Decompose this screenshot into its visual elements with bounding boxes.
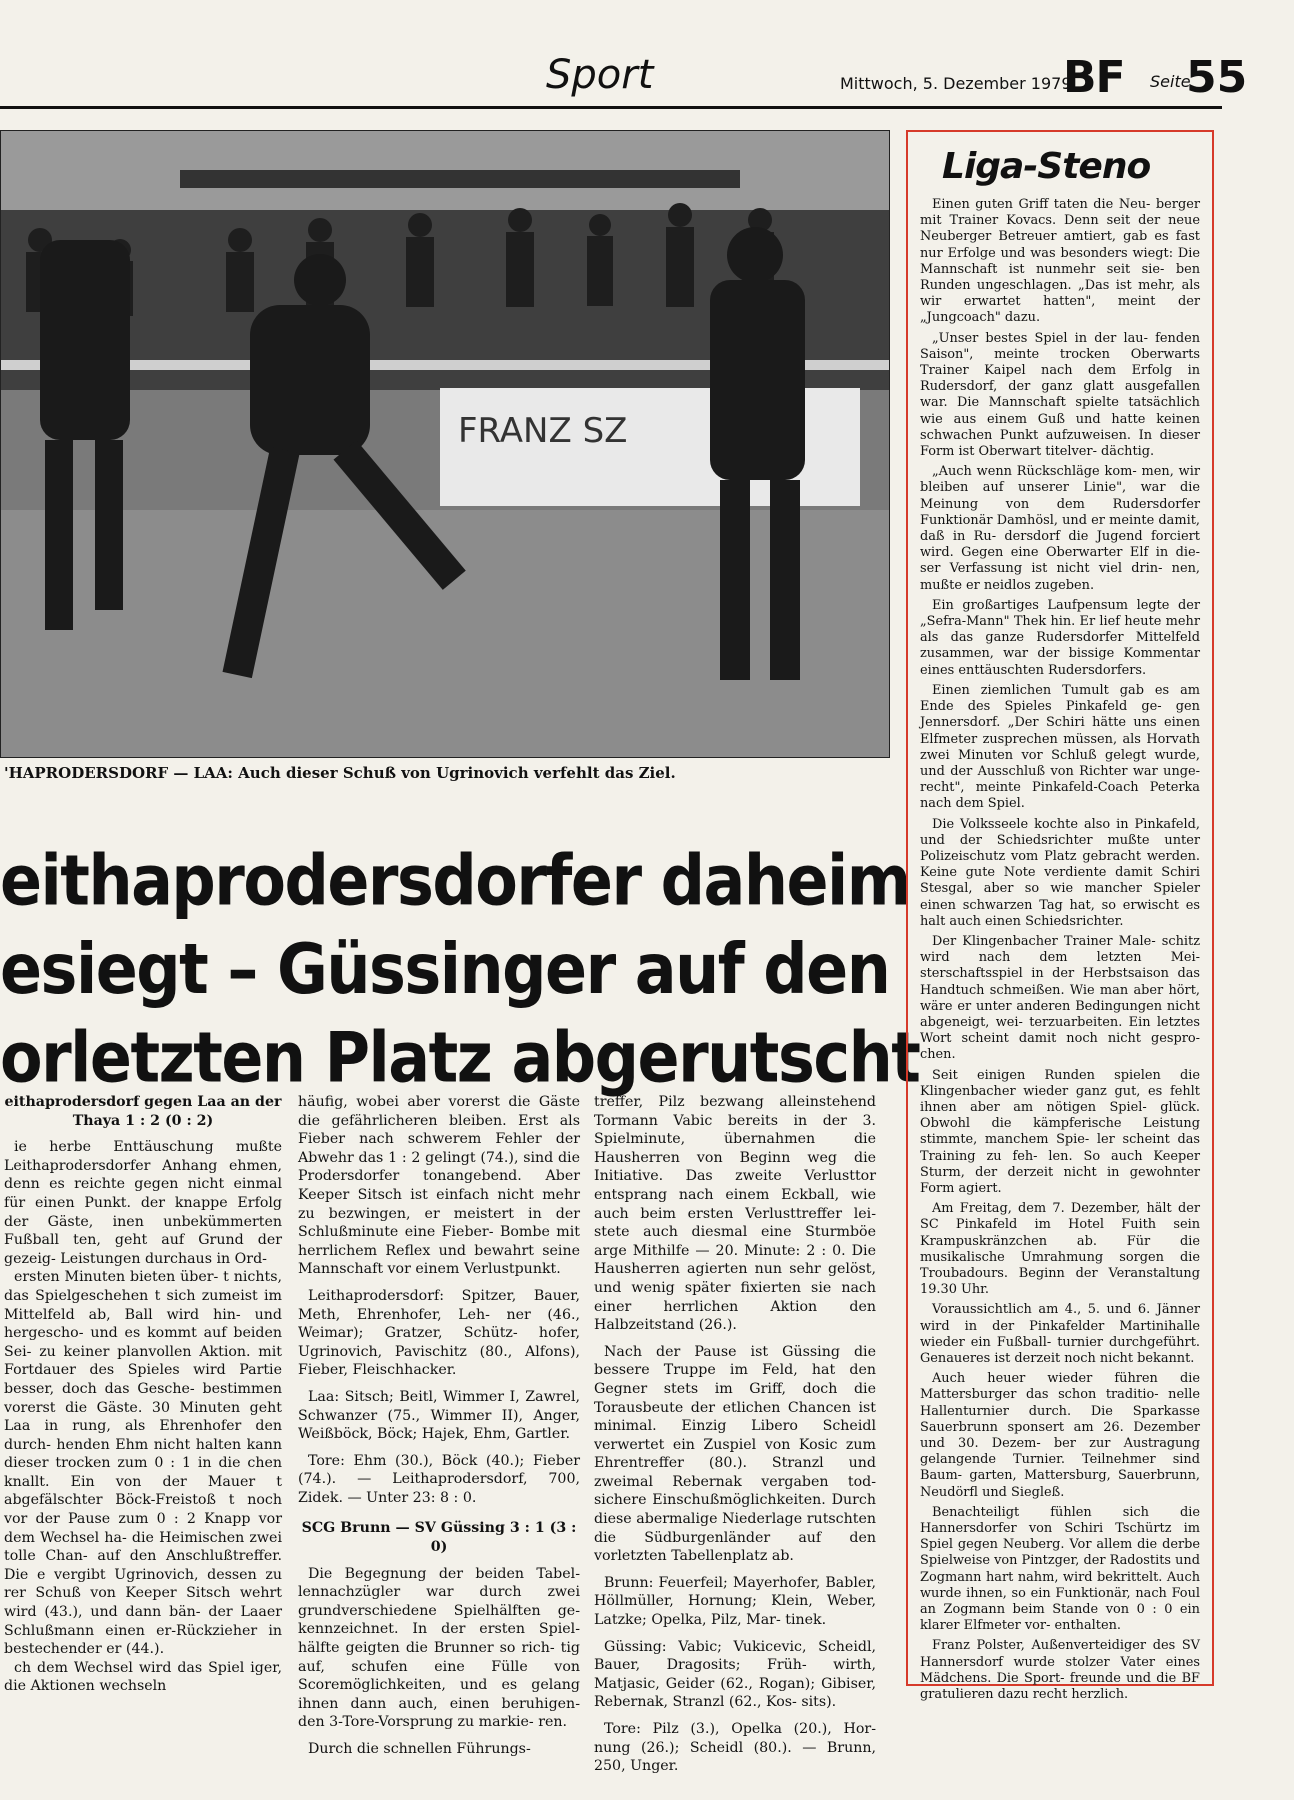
liga-steno-paragraph: „Unser bestes Spiel in der lau- fenden Saison", meinte trocken Oberwarts Trainer Kaipel nach dem Erfolg in Rudersdorf, der ganz glatt ausgefallen war. Die Mannschaft spielte tatsächlich wie aus einem Guß und hatte keinen schwachen Punkt aufzuweisen. In dieser Form ist Oberwart titelver- dächtig. [920,330,1200,460]
issue-date: Mittwoch, 5. Dezember 1979 [840,74,1072,93]
match-heading: eithaprodersdorf gegen Laa an der Thaya 1 : 2 (0 : 2) [4,1094,282,1129]
headline-line: esiegt – Güssinger auf den [0,927,890,1010]
match-photo [0,130,890,758]
liga-steno-paragraph: Am Freitag, dem 7. Dezember, hält der SC Pinkafeld im Hotel Fuith sein Krampuskränzchen ab. Für die musikalische Umrahmung sorgen die Troubadours. Beginn der Veranstaltung 19.30 Uhr. [920,1201,1200,1298]
brand-logo: BF [1063,52,1125,103]
liga-steno-title: Liga-Steno [942,146,1151,187]
goals-paragraph: Tore: Ehm (30.), Böck (40.); Fieber (74.). — Leithaprodersdorf, 700, Zidek. — Unter 23: 8 : 0. [298,1452,580,1506]
photo-caption: 'HAPRODERSDORF — LAA: Auch dieser Schuß von Ugrinovich verfehlt das Ziel. [4,764,676,782]
article-paragraph: ersten Minuten bieten über- t nichts, das Spielgeschehen t sich zumeist im Mittelfeld ab, Ball wird hin- und hergescho- und es kommt auf beiden Sei- zu keiner planvollen Aktion. mit Fortdauer des Spieles wird Partie besser, doch das Gesche- bestimmen vorerst die Gäste. 30 Minuten geht Laa in rung, als Ehrenhofer den durch- henden Ehm nicht halten kann dieser trocken zum 0 : 1 in die chen knallt. Ein von der Mauer t abgefälschter Böck-Freistoß t noch vor der Pause zum 0 : 2 Knapp vor dem Wechsel ha- die Heimischen zwei tolle Chan- auf den Anschlußtreffer. Die e vergibt Ugrinovich, dessen zu rer Schuß von Keeper Sitsch wehrt wird (43.), und dann bän- der Laaer Schlußmann einen er-Rückzieher in bestechender er (44.). [4,1269,282,1658]
liga-steno-paragraph: „Auch wenn Rückschläge kom- men, wir bleiben auf unserer Linie", war die Meinung von dem Rudersdorfer Funktionär Damhösl, und er meinte damit, daß in Ru- dersdorf die Jugend forciert wird. Gegen eine Oberwarter Elf in die- ser Verfassung ist nicht viel drin- nen, mußte er neidlos zugeben. [920,464,1200,593]
article-column-3 [594,1093,876,1776]
article-paragraph: treffer, Pilz bezwang alleinstehend Tormann Vabic bereits in der 3. Spielminute, übernahmen die Hausherren von Beginn weg die Initiative. Das zweite Verlusttor entsprang nach einem Eckball, wie auch beim ersten Verlusttreffer lei- stete auch diesmal eine Sturmböe arge Mithilfe — 20. Minute: 2 : 0. Die Hausherren agierten nun sehr gelöst, und wenig später fixierten sie nach einer herrlichen Aktion den Halbzeitstand (26.). [594,1094,876,1334]
liga-steno-paragraph: Auch heuer wieder führen die Mattersburger das schon traditio- nelle Hallenturnier durch. Die Sparkasse Sauerbrunn sponsert am 26. Dezember und 30. Dezem- ber zur Austragung gelangende Turnier. Teilnehmer sind Baum- garten, Mattersburg, Sauerbrunn, Neudörfl und Siegleß. [920,1371,1200,1500]
headline-line: orletzten Platz abgerutscht [0,1016,920,1099]
lineup-paragraph: Laa: Sitsch; Beitl, Wimmer I, Zawrel, Schwanzer (75., Wimmer II), Anger, Weißböck, Böck; Hajek, Ehm, Gartler. [298,1388,580,1443]
liga-steno-box [906,130,1214,1703]
article-column-1 [4,1093,282,1696]
liga-steno-paragraph: Voraussichtlich am 4., 5. und 6. Jänner wird in der Pinkafelder Martinihalle wieder ein Fußball- turnier durchgeführt. Genaueres ist derzeit noch nicht bekannt. [920,1302,1200,1367]
liga-steno-paragraph: Einen guten Griff taten die Neu- berger mit Trainer Kovacs. Denn seit der neue Neuberger Betreuer amtiert, gab es fast nur Erfolge und was besonders wiegt: Die Mannschaft ist nunmehr seit sie- ben Runden ungeschlagen. „Das ist mehr, als wir erwartet hatten", meint der „Jungcoach" dazu. [920,197,1200,326]
article-paragraph: ch dem Wechsel wird das Spiel iger, die Aktionen wechseln [4,1659,282,1695]
section-title: Sport [546,52,654,98]
article-paragraph: Nach der Pause ist Güssing die bessere Truppe im Feld, hat den Gegner stets im Griff, doch die Torausbeute der etlichen Chancen ist minimal. Einzig Libero Scheidl verwertet ein Zuspiel von Kosic zum Ehrentreffer (80.). Stranzl und zweimal Rebernak vergaben tod- sichere Einschußmöglichkeiten. Durch diese abermalige Niederlage rutschten die Südburgenländer auf den vorletzten Tabellenplatz ab. [594,1343,876,1565]
lineup-paragraph: Brunn: Feuerfeil; Mayerhofer, Babler, Höllmüller, Hornung; Klein, Weber, Latzke; Opelka, Pilz, Mar- tinek. [594,1574,876,1629]
page-header [0,0,1294,110]
headline-line: eithaprodersdorfer daheim [0,839,910,922]
goals-paragraph: Tore: Pilz (3.), Opelka (20.), Hor- nung (26.); Scheidl (80.). — Brunn, 250, Unger. [594,1721,876,1775]
lineup-paragraph: Leithaprodersdorf: Spitzer, Bauer, Meth, Ehrenhofer, Leh- ner (46., Weimar); Gratzer, Schütz- hofer, Ugrinovich, Pavischitz (80., Alfons), Fieber, Fleischhacker. [298,1287,580,1379]
lineup-paragraph: Güssing: Vabic; Vukicevic, Scheidl, Bauer, Dragosits; Früh- wirth, Matjasic, Geider (62., Rogan); Gibiser, Rebernak, Stranzl (62., Kos- sits). [594,1638,876,1711]
liga-steno-paragraph: Die Volksseele kochte also in Pinkafeld, und der Schiedsrichter mußte unter Polizeischutz vom Platz gebracht werden. Keine gute Note verdiente damit Schiri Stesgal, aber so wie mancher Spieler einen schwarzen Tag hat, so erwischt es halt auch einen Schiedsrichter. [920,816,1200,929]
liga-steno-paragraph: Franz Polster, Außenverteidiger des SV Hannersdorf wurde stolzer Vater eines Mädchens. Die Sport- freunde und die BF gratulieren dazu recht herzlich. [920,1638,1200,1703]
liga-steno-paragraph: Benachteiligt fühlen sich die Hannersdorfer von Schiri Tschürtz im Spiel gegen Neuberg. Vor allem die derbe Spielweise von Pintzger, der Radostits und Zogmann hart nahm, wird bekrittelt. Auch wurde ihnen, so ein Funktionär, nach Foul an Zogmann beim Stande von 0 : 0 ein klarer Elfmeter vor- enthalten. [920,1504,1200,1634]
article-column-2 [298,1093,580,1759]
liga-steno-paragraph: Einen ziemlichen Tumult gab es am Ende des Spieles Pinkafeld ge- gen Jennersdorf. „Der Schiri hätte uns einen Elfmeter zusprechen müssen, als Horvath zwei Minuten vor Schluß gelegt wurde, und der Ausschluß von Richter war unge- recht", meinte Pinkafeld-Coach Peterka nach dem Spiel. [920,682,1200,812]
liga-steno-paragraph: Der Klingenbacher Trainer Male- schitz wird nach dem letzten Mei- sterschaftsspiel in der Herbstsaison das Handtuch schmeißen. Wie man aber hört, wäre er unter anderen Bedingungen nicht abgeneigt, wei- terzuarbeiten. Ein letztes Wort scheint damit noch nicht gespro- chen. [920,933,1200,1063]
liga-steno-paragraph: Ein großartiges Laufpensum legte der „Sefra-Mann" Thek hin. Er lief heute mehr als das ganze Rudersdorfer Mittelfeld zusammen, war der bissige Kommentar eines enttäuschten Rudersdorfers. [920,597,1200,678]
header-rule [0,106,1222,109]
match-heading: SCG Brunn — SV Güssing 3 : 1 (3 : 0) [301,1520,577,1556]
page-label: Seite [1150,72,1191,91]
article-paragraph: Durch die schnellen Führungs- [308,1741,531,1757]
match-photo-illustration [0,130,890,758]
article-headline [0,836,920,1101]
article-paragraph: ie herbe Enttäuschung mußte Leithaprodersdorfer Anhang ehmen, denn es reichte gegen nicht einmal für einen Punkt. der knappe Erfolg der Gäste, inen unbekümmerten Fußball ten, geht auf Grund der gezeig- Leistungen durchaus in Ord- [4,1139,282,1267]
svg-text:FRANZ SZ: FRANZ SZ [458,411,628,451]
page-number: 55 [1186,52,1248,103]
article-paragraph: häufig, wobei aber vorerst die Gäste die gefährlicheren bleiben. Erst als Fieber nach schwerem Fehler der Abwehr das 1 : 2 gelingt (74.), sind die Prodersdorfer tonangebend. Aber Keeper Sitsch ist einfach nicht mehr zu bezwingen, er meistert in der Schlußminute eine Fieber- Bombe mit herrlichem Reflex und bewahrt seine Mannschaft vor einem Verlustpunkt. [298,1094,580,1278]
liga-steno-paragraph: Seit einigen Runden spielen die Klingenbacher wieder ganz gut, es fehlt ihnen aber am nötigen Spiel- glück. Obwohl die kämpferische Leistung stimmte, manchem Spie- ler scheint das Training zu feh- len. So auch Keeper Sturm, der derzeit nicht in gewohnter Form agiert. [920,1067,1200,1196]
article-paragraph: Die Begegnung der beiden Tabel- lennachzügler war durch zwei grundverschiedene Spielhälften ge- kennzeichnet. In der ersten Spiel- hälfte geigten die Brunner so rich- tig auf, schufen eine Fülle von Scoremöglichkeiten, und es gelang ihnen dann auch, einen beruhigen- den 3-Tore-Vorsprung zu markie- ren. [298,1565,580,1731]
